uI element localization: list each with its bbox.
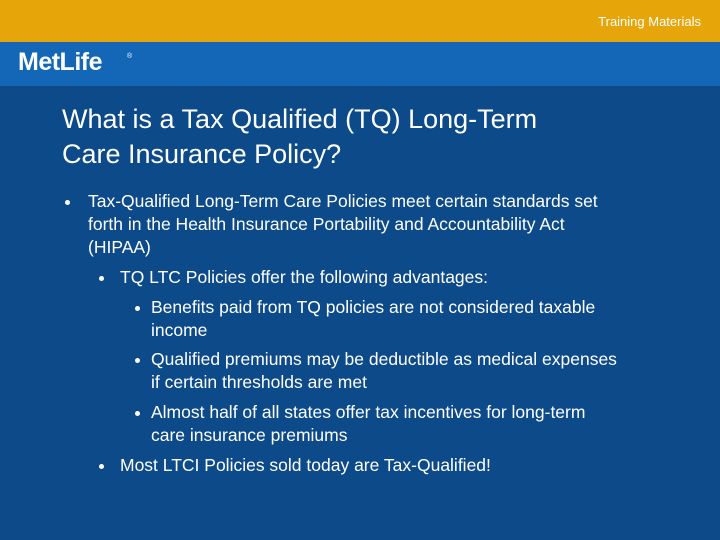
- bullet-item-state-incentives: [151, 401, 711, 447]
- slide-title-line-1: What is a Tax Qualified (TQ) Long-Term: [62, 104, 538, 134]
- bullet-item-premiums-deductible: [151, 348, 711, 394]
- slide-title-line-2: Care Insurance Policy?: [62, 139, 342, 169]
- bullet-line: forth in the Health Insurance Portability and Accountability Act: [88, 214, 565, 234]
- metlife-logo: MetLife: [18, 48, 102, 76]
- top-bar: [0, 0, 720, 42]
- bullet-item-tq-advantages: [120, 266, 700, 289]
- bullet-line: if certain thresholds are met: [151, 372, 367, 392]
- bullet-line: income: [151, 320, 208, 340]
- bullet-dot-icon: [135, 306, 140, 311]
- bullet-line: (HIPAA): [88, 237, 151, 257]
- training-materials-label: Training Materials: [598, 14, 701, 29]
- bullet-line: Benefits paid from TQ policies are not considered taxable: [151, 297, 596, 317]
- logo-band: [0, 42, 720, 86]
- bullet-dot-icon: [135, 411, 140, 416]
- bullet-line: Most LTCI Policies sold today are Tax-Qualified!: [120, 455, 491, 475]
- bullet-line: TQ LTC Policies offer the following advantages:: [120, 267, 489, 287]
- bullet-line: Tax-Qualified Long-Term Care Policies meet certain standards set: [88, 191, 598, 211]
- bullet-line: care insurance premiums: [151, 425, 348, 445]
- bullet-item-tq-standards: [88, 190, 708, 259]
- slide-title: [62, 102, 662, 172]
- bullet-line: Qualified premiums may be deductible as medical expenses: [151, 349, 617, 369]
- bullet-dot-icon: [99, 464, 104, 469]
- bullet-line: Almost half of all states offer tax incentives for long-term: [151, 402, 586, 422]
- bullet-dot-icon: [65, 200, 70, 205]
- bullet-item-benefits-not-taxable: [151, 296, 711, 342]
- bullet-dot-icon: [99, 276, 104, 281]
- bullet-dot-icon: [135, 358, 140, 363]
- bullet-item-most-policies-tq: [120, 454, 700, 477]
- registered-mark: ®: [127, 53, 133, 60]
